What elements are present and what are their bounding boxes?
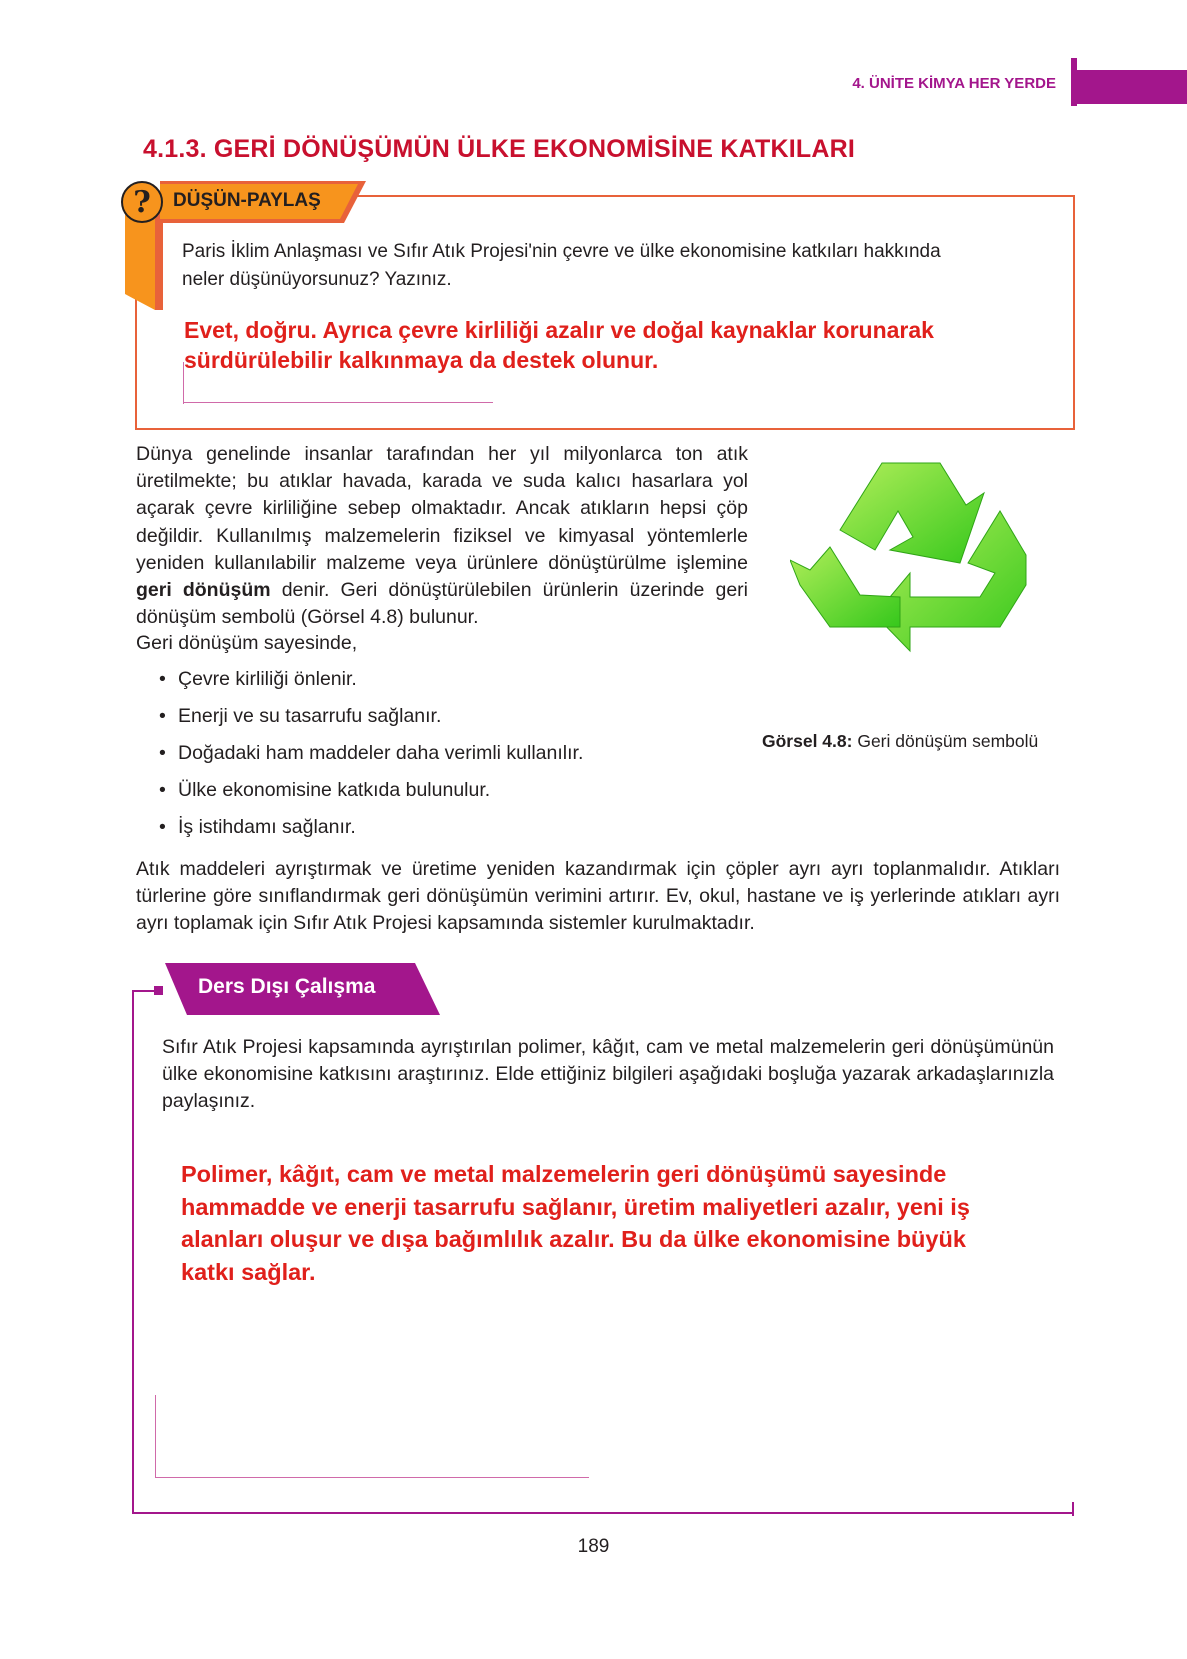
activity-frame-dot — [154, 986, 163, 995]
list-item: • Doğadaki ham maddeler daha verimli kullanılır. — [168, 742, 583, 779]
intro-text-before: Dünya genelinde insanlar tarafından her yıl milyonlarca ton atık üretilmekte; bu atıklar havada, karada ve suda kalıcı hasarlara yol açarak çevre kirliliğine sebep olmaktadır. Ancak atıkların hepsi çöp değildir. Kullanılmış malzemelerin fiziksel ve kimyasal yöntemlerle yeniden kullanılabilir malzeme veya ürünlere dönüştürülme işlemine — [136, 443, 748, 574]
activity-instructions: Sıfır Atık Projesi kapsamında ayrıştırılan polimer, kâğıt, cam ve metal malzemelerin geri dönüşümünün ülke ekonomisine katkısını araştırınız. Elde ettiğiniz bilgileri aşağıdaki boşluğa yazarak arkadaşlarınızla paylaşınız. — [162, 1036, 1054, 1113]
activity-guide-horizontal — [155, 1477, 589, 1478]
question-line-1: Paris İklim Anlaşması ve Sıfır Atık Projesi'nin çevre ve ülke ekonomisine katkıları hakkında — [182, 241, 941, 262]
list-item: • Enerji ve su tasarrufu sağlanır. — [168, 705, 583, 742]
unit-bar — [1073, 70, 1187, 104]
activity-frame-bottom — [132, 1512, 1074, 1514]
activity-answer — [181, 1158, 1061, 1288]
intro-paragraph — [136, 441, 748, 631]
collection-paragraph: Atık maddeleri ayrıştırmak ve üretime yeniden kazandırmak için çöpler ayrı ayrı toplanmalıdır. Atıkları türlerine göre sınıflandırmak geri dönüşümün verimini artırır. Ev, okul, hastane ve iş yerlerinde atıkları ayrı ayrı toplamak için Sıfır Atık Projesi kapsamında sistemler kurulmaktadır. — [136, 858, 1060, 935]
question-line-2: neler düşünüyorsunuz? Yazınız. — [182, 269, 452, 290]
list-item: • Ülke ekonomisine katkıda bulunulur. — [168, 779, 583, 816]
activity-answer-line: katkı sağlar. — [181, 1258, 316, 1285]
list-item: • İş istihdamı sağlanır. — [168, 816, 583, 853]
benefits-list — [168, 668, 583, 853]
question-icon: ? — [121, 181, 163, 223]
intro-bold-term: geri dönüşüm — [136, 579, 271, 602]
activity-answer-line: Polimer, kâğıt, cam ve metal malzemelerin geri dönüşümü sayesinde — [181, 1161, 947, 1187]
activity-answer-line: alanları oluşur ve dışa bağımlılık azalır. Bu da ülke ekonomisine büyük — [181, 1226, 966, 1252]
activity-label: Ders Dışı Çalışma — [198, 975, 376, 998]
figure-caption-label: Görsel 4.8: — [762, 731, 853, 751]
recycle-icon — [790, 455, 1050, 705]
answer-line-1: Evet, doğru. Ayrıca çevre kirliliği azalır ve doğal kaynaklar korunarak — [184, 317, 934, 343]
section-title: 4.1.3. GERİ DÖNÜŞÜMÜN ÜLKE EKONOMİSİNE KATKILARI — [143, 135, 855, 163]
think-share-label: DÜŞÜN-PAYLAŞ — [173, 190, 321, 211]
figure-caption-text: Geri dönüşüm sembolü — [852, 731, 1039, 751]
list-item: • Çevre kirliliği önlenir. — [168, 668, 583, 705]
figure-caption — [762, 731, 1038, 752]
activity-guide-vertical — [155, 1395, 156, 1477]
answer-line-2: sürdürülebilir kalkınmaya da destek olunur. — [184, 347, 659, 373]
page-number: 189 — [577, 1536, 610, 1557]
intro-text-after: denir. Geri dönüştürülebilen ürünlerin üzerinde geri dönüşüm sembolü (Görsel 4.8) bulunur. — [136, 579, 749, 629]
activity-frame-right — [1072, 1502, 1074, 1516]
activity-answer-line: hammadde ve enerji tasarrufu sağlanır, üretim maliyetleri azalır, yeni iş — [181, 1193, 970, 1220]
think-share-box — [135, 195, 1075, 430]
think-share-question — [182, 238, 1042, 294]
intro-tail: Geri dönüşüm sayesinde, — [136, 632, 358, 654]
activity-frame-left — [132, 990, 134, 1514]
unit-header: 4. ÜNİTE KİMYA HER YERDE — [852, 75, 1056, 92]
answer-guide-horizontal — [183, 402, 493, 403]
answer-guide-vertical — [183, 362, 184, 404]
think-share-answer — [184, 315, 1044, 375]
